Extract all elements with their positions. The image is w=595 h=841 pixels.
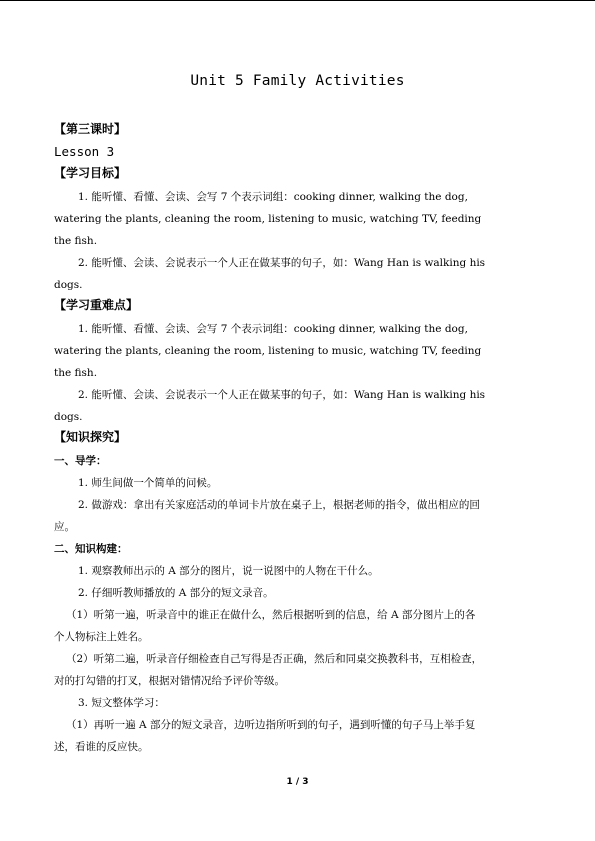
goal-1-line-2: watering the plants, cleaning the room, listening to music, watching TV, feeding — [54, 213, 482, 225]
keypoint-1-line-2: watering the plants, cleaning the room, listening to music, watching TV, feeding — [54, 345, 482, 357]
build-item-1: 1. 观察教师出示的 A 部分的图片，说一说图中的人物在干什么。 — [78, 565, 379, 577]
guide-item-2-line-1: 2. 做游戏：拿出有关家庭活动的单词卡片放在桌子上，根据老师的指令，做出相应的回 — [78, 499, 480, 511]
goal-1-line-3: the fish. — [54, 235, 98, 247]
build-item-3: 3. 短文整体学习： — [78, 697, 165, 709]
goal-2-line-2: dogs. — [54, 279, 83, 291]
keypoint-1-line-1: 1. 能听懂、看懂、会读、会写 7 个表示词组：cooking dinner, walking the dog, — [78, 323, 468, 335]
goal-1-line-1: 1. 能听懂、看懂、会读、会写 7 个表示词组：cooking dinner, walking the dog, — [78, 191, 468, 203]
page-number: 1 / 3 — [286, 777, 309, 787]
document-title: Unit 5 Family Activities — [190, 73, 405, 89]
guide-item-2-line-2: 应。 — [54, 521, 75, 533]
top-rule — [0, 0, 595, 1]
goal-2-line-1: 2. 能听懂、会读、会说表示一个人正在做某事的句子，如：Wang Han is walking his — [78, 257, 486, 269]
build-sub-2-line-1: （2）听第二遍，听录音仔细检查自己写得是否正确，然后和同桌交换教科书，互相检查， — [66, 653, 483, 665]
keypoint-1-line-3: the fish. — [54, 367, 98, 379]
build-sub-1-line-1: （1）听第一遍，听录音中的谁正在做什么，然后根据听到的信息，给 A 部分图片上的各 — [66, 609, 476, 621]
keypoints-heading: 【学习重难点】 — [54, 298, 139, 312]
explore-heading: 【知识探究】 — [54, 430, 127, 444]
build-heading: 二、知识构建： — [54, 543, 128, 555]
goals-heading: 【学习目标】 — [54, 166, 127, 180]
period-heading: 【第三课时】 — [54, 122, 127, 136]
build-sub-1-line-2: 个人物标注上姓名。 — [54, 631, 149, 643]
keypoint-2-line-2: dogs. — [54, 411, 83, 423]
build-sub-2-line-2: 对的打勾错的打叉，根据对错情况给予评价等级。 — [54, 675, 285, 687]
build-sub-3-line-1: （1）再听一遍 A 部分的短文录音，边听边指所听到的句子，遇到听懂的句子马上举手复 — [66, 719, 476, 731]
guide-heading: 一、导学： — [54, 455, 107, 467]
keypoint-2-line-1: 2. 能听懂、会读、会说表示一个人正在做某事的句子，如：Wang Han is walking his — [78, 389, 486, 401]
lesson-label: Lesson 3 — [54, 144, 115, 159]
build-item-2: 2. 仔细听教师播放的 A 部分的短文录音。 — [78, 587, 274, 599]
guide-item-1: 1. 师生间做一个简单的问候。 — [78, 477, 218, 489]
build-sub-3-line-2: 述，看谁的反应快。 — [54, 741, 149, 753]
